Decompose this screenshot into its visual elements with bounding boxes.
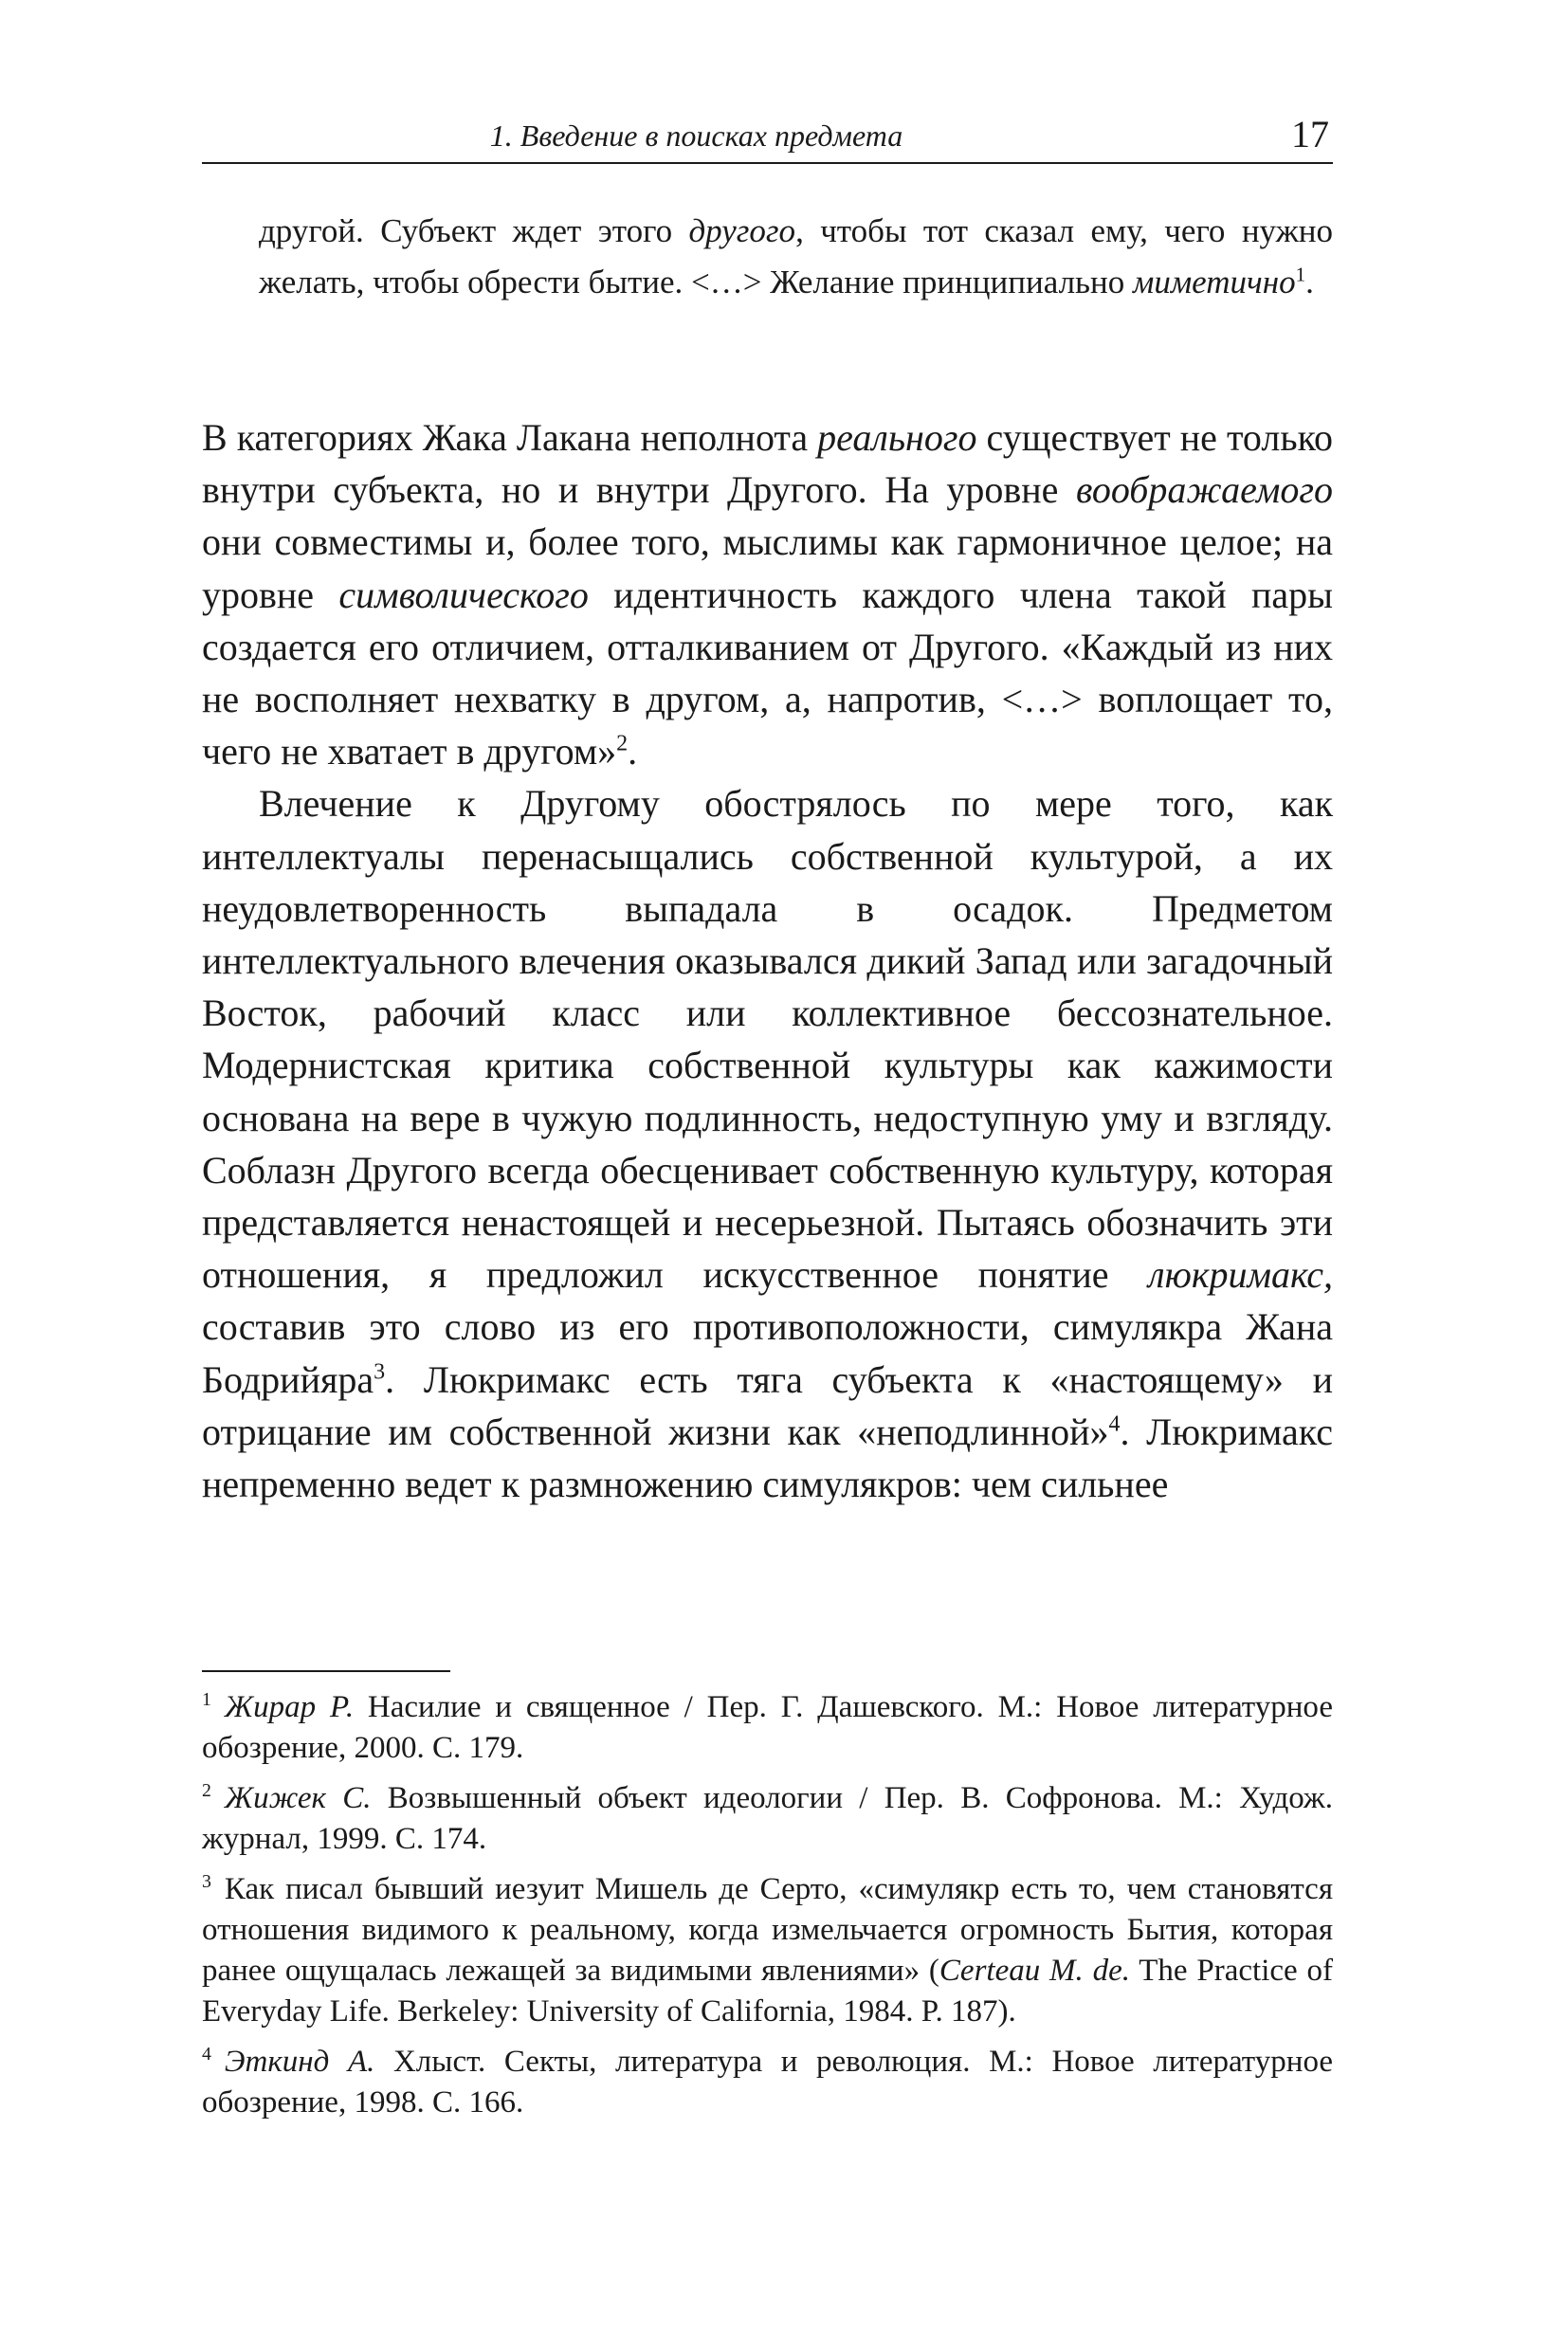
quote-text: другой. Субъект ждет этого <box>259 212 689 249</box>
block-quote <box>259 206 1333 308</box>
quote-emphasis: другого <box>688 212 796 249</box>
paragraph-text: В категориях Жака Лакана неполнота <box>202 416 818 459</box>
paragraph-text: . Люкримакс непременно ведет к размножению симулякров: чем сильнее <box>202 1410 1333 1506</box>
footnote-1 <box>202 1687 1333 1769</box>
running-title: 1. Введение в поисках предмета <box>489 118 903 153</box>
footnote-ref-3[interactable]: 3 <box>374 1359 386 1385</box>
paragraph-emphasis: люкримакс, <box>1148 1253 1333 1297</box>
running-head <box>202 112 1333 159</box>
footnote-2 <box>202 1778 1333 1860</box>
footnote-author: Certeau M. de. <box>939 1954 1131 1988</box>
paragraph-1 <box>202 411 1333 777</box>
footnote-text: Насилие и священное / Пер. Г. Дашевского. М.: Новое литературное обозрение, 2000. С. 179. <box>202 1690 1333 1765</box>
footnote-3 <box>202 1869 1333 2032</box>
quote-text: . <box>1305 264 1314 300</box>
footnote-mark: 3 <box>202 1871 211 1892</box>
paragraph-text: существует не только внутри субъекта, но и внутри Другого. На уровне <box>202 416 1333 512</box>
footnote-author: Жирар Р. <box>224 1690 355 1724</box>
footnote-text: Возвышенный объект идеологии / Пер. В. Софронова. М.: Худож. журнал, 1999. С. 174. <box>202 1781 1333 1856</box>
paragraph-2 <box>202 777 1333 1510</box>
footnote-mark: 2 <box>202 1780 211 1801</box>
paragraph-text: они совместимы и, более того, мыслимы как гармоничное целое; на уровне <box>202 520 1333 616</box>
footnote-ref-2[interactable]: 2 <box>616 731 629 756</box>
footnote-mark: 4 <box>202 2044 211 2065</box>
paragraph-text: идентичность каждого члена такой пары создается его отличием, отталкиванием от Другого. «Каждый из них не восполняет нехватку в другом, а, напротив, <…> воплощает то, чего не хватает в другом» <box>202 573 1334 773</box>
footnote-text: The Practice of Everyday Life. Berkeley: University of California, 1984. P. 187). <box>202 1954 1333 2029</box>
footnotes <box>202 1687 1333 2133</box>
paragraph-text: Влечение к Другому обострялось по мере того, как интеллектуалы перенасыщались собственной культурой, а их неудовлетворенность выпадала в осадок. Предметом интеллектуального влечения оказывался дикий Запад или загадочный Восток, рабочий класс или коллективное бессознательное. Модернистская критика собственной культуры как кажимости основана на вере в чужую подлинность, недоступную уму и взгляду. Соблазн Другого всегда обесценивает собственную культуру, которая представляется ненастоящей и несерьезной. Пытаясь обозначить эти отношения, я предложил искусственное понятие <box>202 782 1333 1297</box>
footnote-mark: 1 <box>202 1689 211 1710</box>
footnote-rule <box>202 1670 450 1672</box>
body-text <box>202 411 1333 1510</box>
page-number: 17 <box>1291 113 1329 155</box>
paragraph-emphasis: воображаемого <box>1076 468 1333 512</box>
footnote-text: Хлыст. Секты, литература и революция. М.: Новое литературное обозрение, 1998. С. 166. <box>202 2045 1333 2120</box>
footnote-text: Как писал бывший иезуит Мишель де Серто, «симулякр есть то, чем становятся отношения видимого к реальному, когда измельчается огромность Бытия, которая ранее ощущалась лежащей за видимыми явлениями» ( <box>202 1872 1333 1988</box>
paragraph-emphasis: символического <box>338 573 589 616</box>
footnote-author: Эткинд А. <box>224 2045 375 2079</box>
quote-text: , чтобы тот сказал ему, чего нужно желать, чтобы обрести бытие. <…> Желание принципиально <box>259 212 1334 300</box>
footnote-4 <box>202 2042 1333 2123</box>
paragraph-text: . <box>628 730 638 773</box>
paragraph-text: . Люкримакс есть тяга субъекта к «настоящему» и отрицание им собственной жизни как «неподлинной» <box>202 1357 1333 1453</box>
footnote-ref-4[interactable]: 4 <box>1108 1411 1121 1437</box>
footnote-author: Жижек С. <box>224 1781 372 1815</box>
paragraph-text: составив это слово из его противоположности, симулякра Жана Бодрийяра <box>202 1305 1333 1401</box>
quote-emphasis: миметично <box>1132 264 1296 300</box>
footnote-ref-1[interactable]: 1 <box>1295 263 1306 286</box>
header-rule <box>202 162 1333 164</box>
paragraph-emphasis: реального <box>817 416 977 459</box>
